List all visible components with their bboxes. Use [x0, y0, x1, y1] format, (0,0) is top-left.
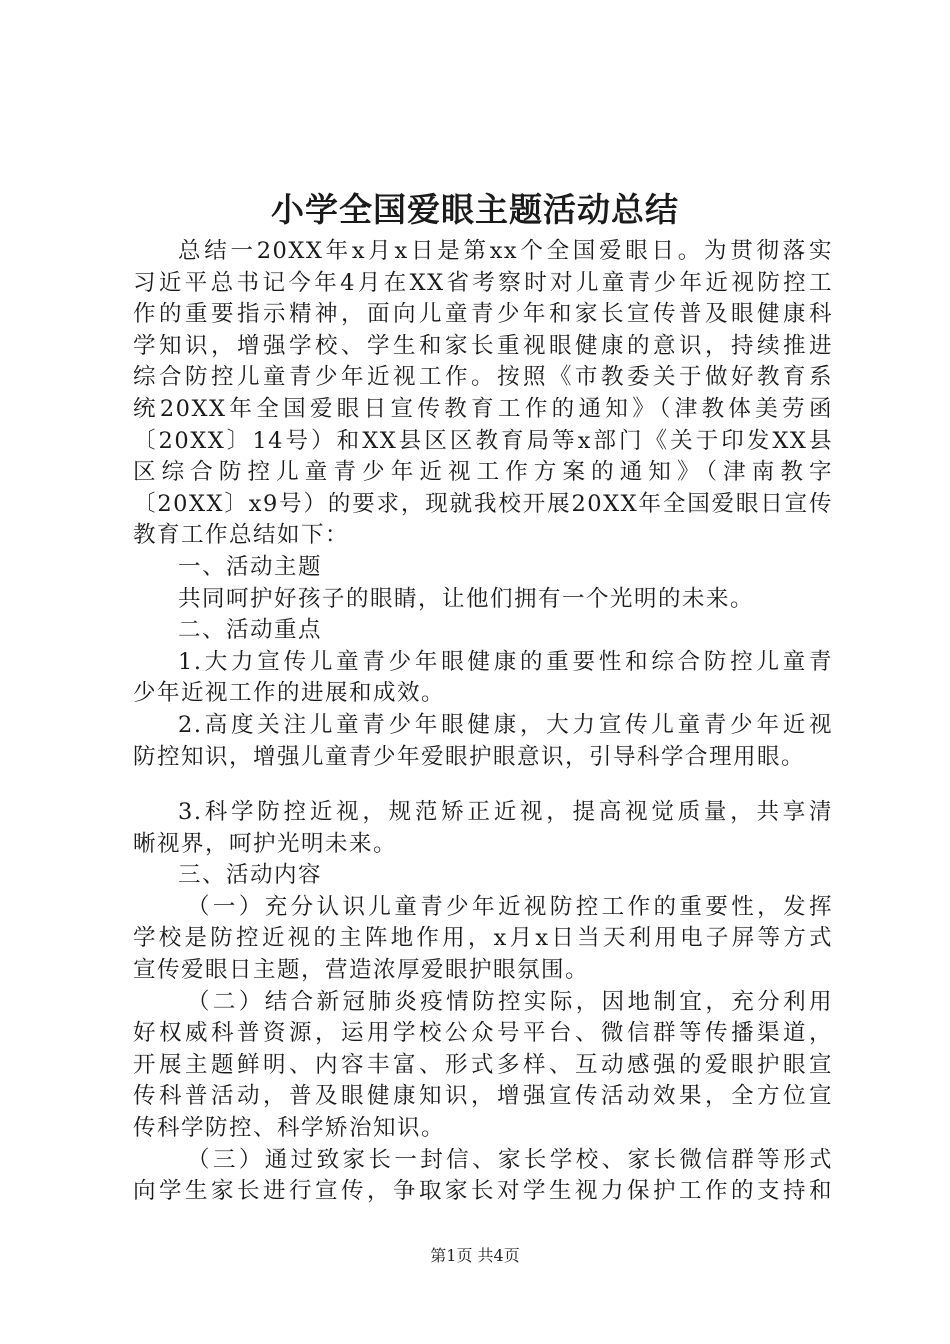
list-item-line: 少年近视工作的进展和成效。	[133, 680, 446, 707]
paragraph-line: 教育工作总结如下：	[133, 522, 350, 549]
paragraph-line: 区综合防控儿童青少年近视工作方案的通知》（津南教字	[133, 459, 833, 486]
section-heading: 三、活动内容	[178, 862, 323, 889]
document-title: 小学全国爱眼主题活动总结	[271, 190, 679, 229]
list-item-line: 防控知识，增强儿童青少年爱眼护眼意识，引导科学合理用眼。	[133, 743, 806, 770]
paragraph-line: （三）通过致家长一封信、家长学校、家长微信群等形式	[187, 1146, 833, 1173]
paragraph-line: （二）结合新冠肺炎疫情防控实际，因地制宜，充分利用	[187, 988, 833, 1015]
blank-line	[133, 773, 833, 797]
list-item-line: 2.高度关注儿童青少年眼健康，大力宣传儿童青少年近视	[178, 711, 833, 738]
paragraph-line: 好权威科普资源，运用学校公众号平台、微信群等传播渠道，	[133, 1020, 833, 1047]
list-item-line: 晰视界，呵护光明未来。	[133, 830, 398, 857]
document-body	[133, 236, 833, 1208]
paragraph-line: 向学生家长进行宣传，争取家长对学生视力保护工作的支持和	[133, 1178, 833, 1205]
paragraph-line: （一）充分认识儿童青少年近视防控工作的重要性，发挥	[187, 893, 833, 920]
paragraph-line: 作的重要指示精神，面向儿童青少年和家长宣传普及眼健康科	[133, 301, 833, 328]
section-heading: 一、活动主题	[178, 553, 323, 580]
page-number: 第1页 共4页	[430, 1246, 520, 1265]
paragraph-line: 统20XX年全国爱眼日宣传教育工作的通知》（津教体美劳函	[133, 395, 833, 422]
paragraph-line: 〔20XX〕14号）和XX县区区教育局等x部门《关于印发XX县	[133, 427, 833, 454]
paragraph-line: 学校是防控近视的主阵地作用，x月x日当天利用电子屏等方式	[133, 925, 833, 952]
paragraph-line: 〔20XX〕x9号）的要求，现就我校开展20XX年全国爱眼日宣传	[133, 490, 833, 517]
paragraph-line: 学知识，增强学校、学生和家长重视眼健康的意识，持续推进	[133, 332, 833, 359]
list-item-line: 3.科学防控近视，规范矫正近视，提高视觉质量，共享清	[178, 799, 833, 826]
paragraph-line: 传科学防控、科学矫治知识。	[133, 1115, 446, 1142]
list-item-line: 1.大力宣传儿童青少年眼健康的重要性和综合防控儿童青	[178, 648, 833, 675]
section-heading: 二、活动重点	[178, 617, 323, 644]
paragraph-line: 综合防控儿童青少年近视工作。按照《市教委关于做好教育系	[133, 364, 833, 391]
paragraph-line: 总结一20XX年x月x日是第xx个全国爱眼日。为贯彻落实	[178, 238, 833, 264]
paragraph-line: 宣传爱眼日主题，营造浓厚爱眼护眼氛围。	[133, 957, 590, 984]
paragraph-line: 开展主题鲜明、内容丰富、形式多样、互动感强的爱眼护眼宣	[133, 1051, 833, 1078]
paragraph-line: 传科普活动，普及眼健康知识，增强宣传活动效果，全方位宣	[133, 1083, 833, 1110]
paragraph-line: 习近平总书记今年4月在XX省考察时对儿童青少年近视防控工	[133, 269, 833, 296]
paragraph-line: 共同呵护好孩子的眼睛，让他们拥有一个光明的未来。	[178, 585, 755, 612]
